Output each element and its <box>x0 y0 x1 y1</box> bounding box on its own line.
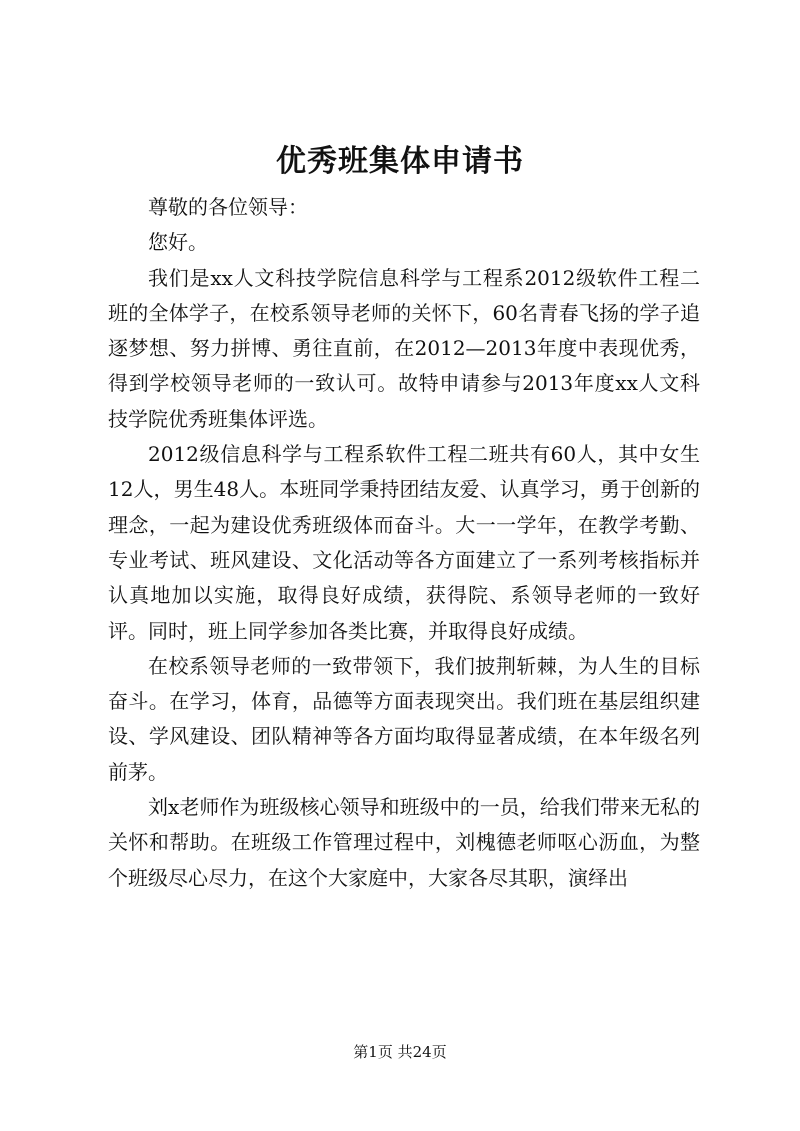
greeting: 您好。 <box>148 230 208 255</box>
paragraph-teacher: 刘x老师作为班级核心领导和班级中的一员，给我们带来无私的关怀和帮助。在班级工作管理过程中，刘槐德老师呕心沥血，为整个班级尽心尽力，在这个大家庭中，大家各尽其职，演绎出 <box>108 795 700 890</box>
paragraph-achievements: 在校系领导老师的一致带领下，我们披荆斩棘，为人生的目标奋斗。在学习，体育，品德等方面表现突出。我们班在基层组织建设、学风建设、团队精神等各方面均取得显著成绩，在本年级名列前茅。 <box>108 653 700 784</box>
document-title: 优秀班集体申请书 <box>276 144 524 179</box>
salutation: 尊敬的各位领导： <box>148 195 308 219</box>
paragraph-introduction: 我们是xx人文科技学院信息科学与工程系2012级软件工程二班的全体学子，在校系领导老师的关怀下，60名青春飞扬的学子追逐梦想、努力拼博、勇往直前，在2012—2013年度中表现优秀，得到学校领导老师的一致认可。故特申请参与2013年度xx人文科技学院优秀班集体评选。 <box>108 265 700 431</box>
page-footer: 第1页 共24页 <box>353 1043 447 1061</box>
paragraph-class-overview: 2012级信息科学与工程系软件工程二班共有60人，其中女生12人，男生48人。本班同学秉持团结友爱、认真学习，勇于创新的理念，一起为建设优秀班级体而奋斗。大一一学年，在教学考勤、专业考试、班风建设、文化活动等各方面建立了一系列考核指标并认真地加以实施，取得良好成绩，获得院、系领导老师的一致好评。同时，班上同学参加各类比赛，并取得良好成绩。 <box>108 442 700 643</box>
document-body <box>108 190 700 896</box>
